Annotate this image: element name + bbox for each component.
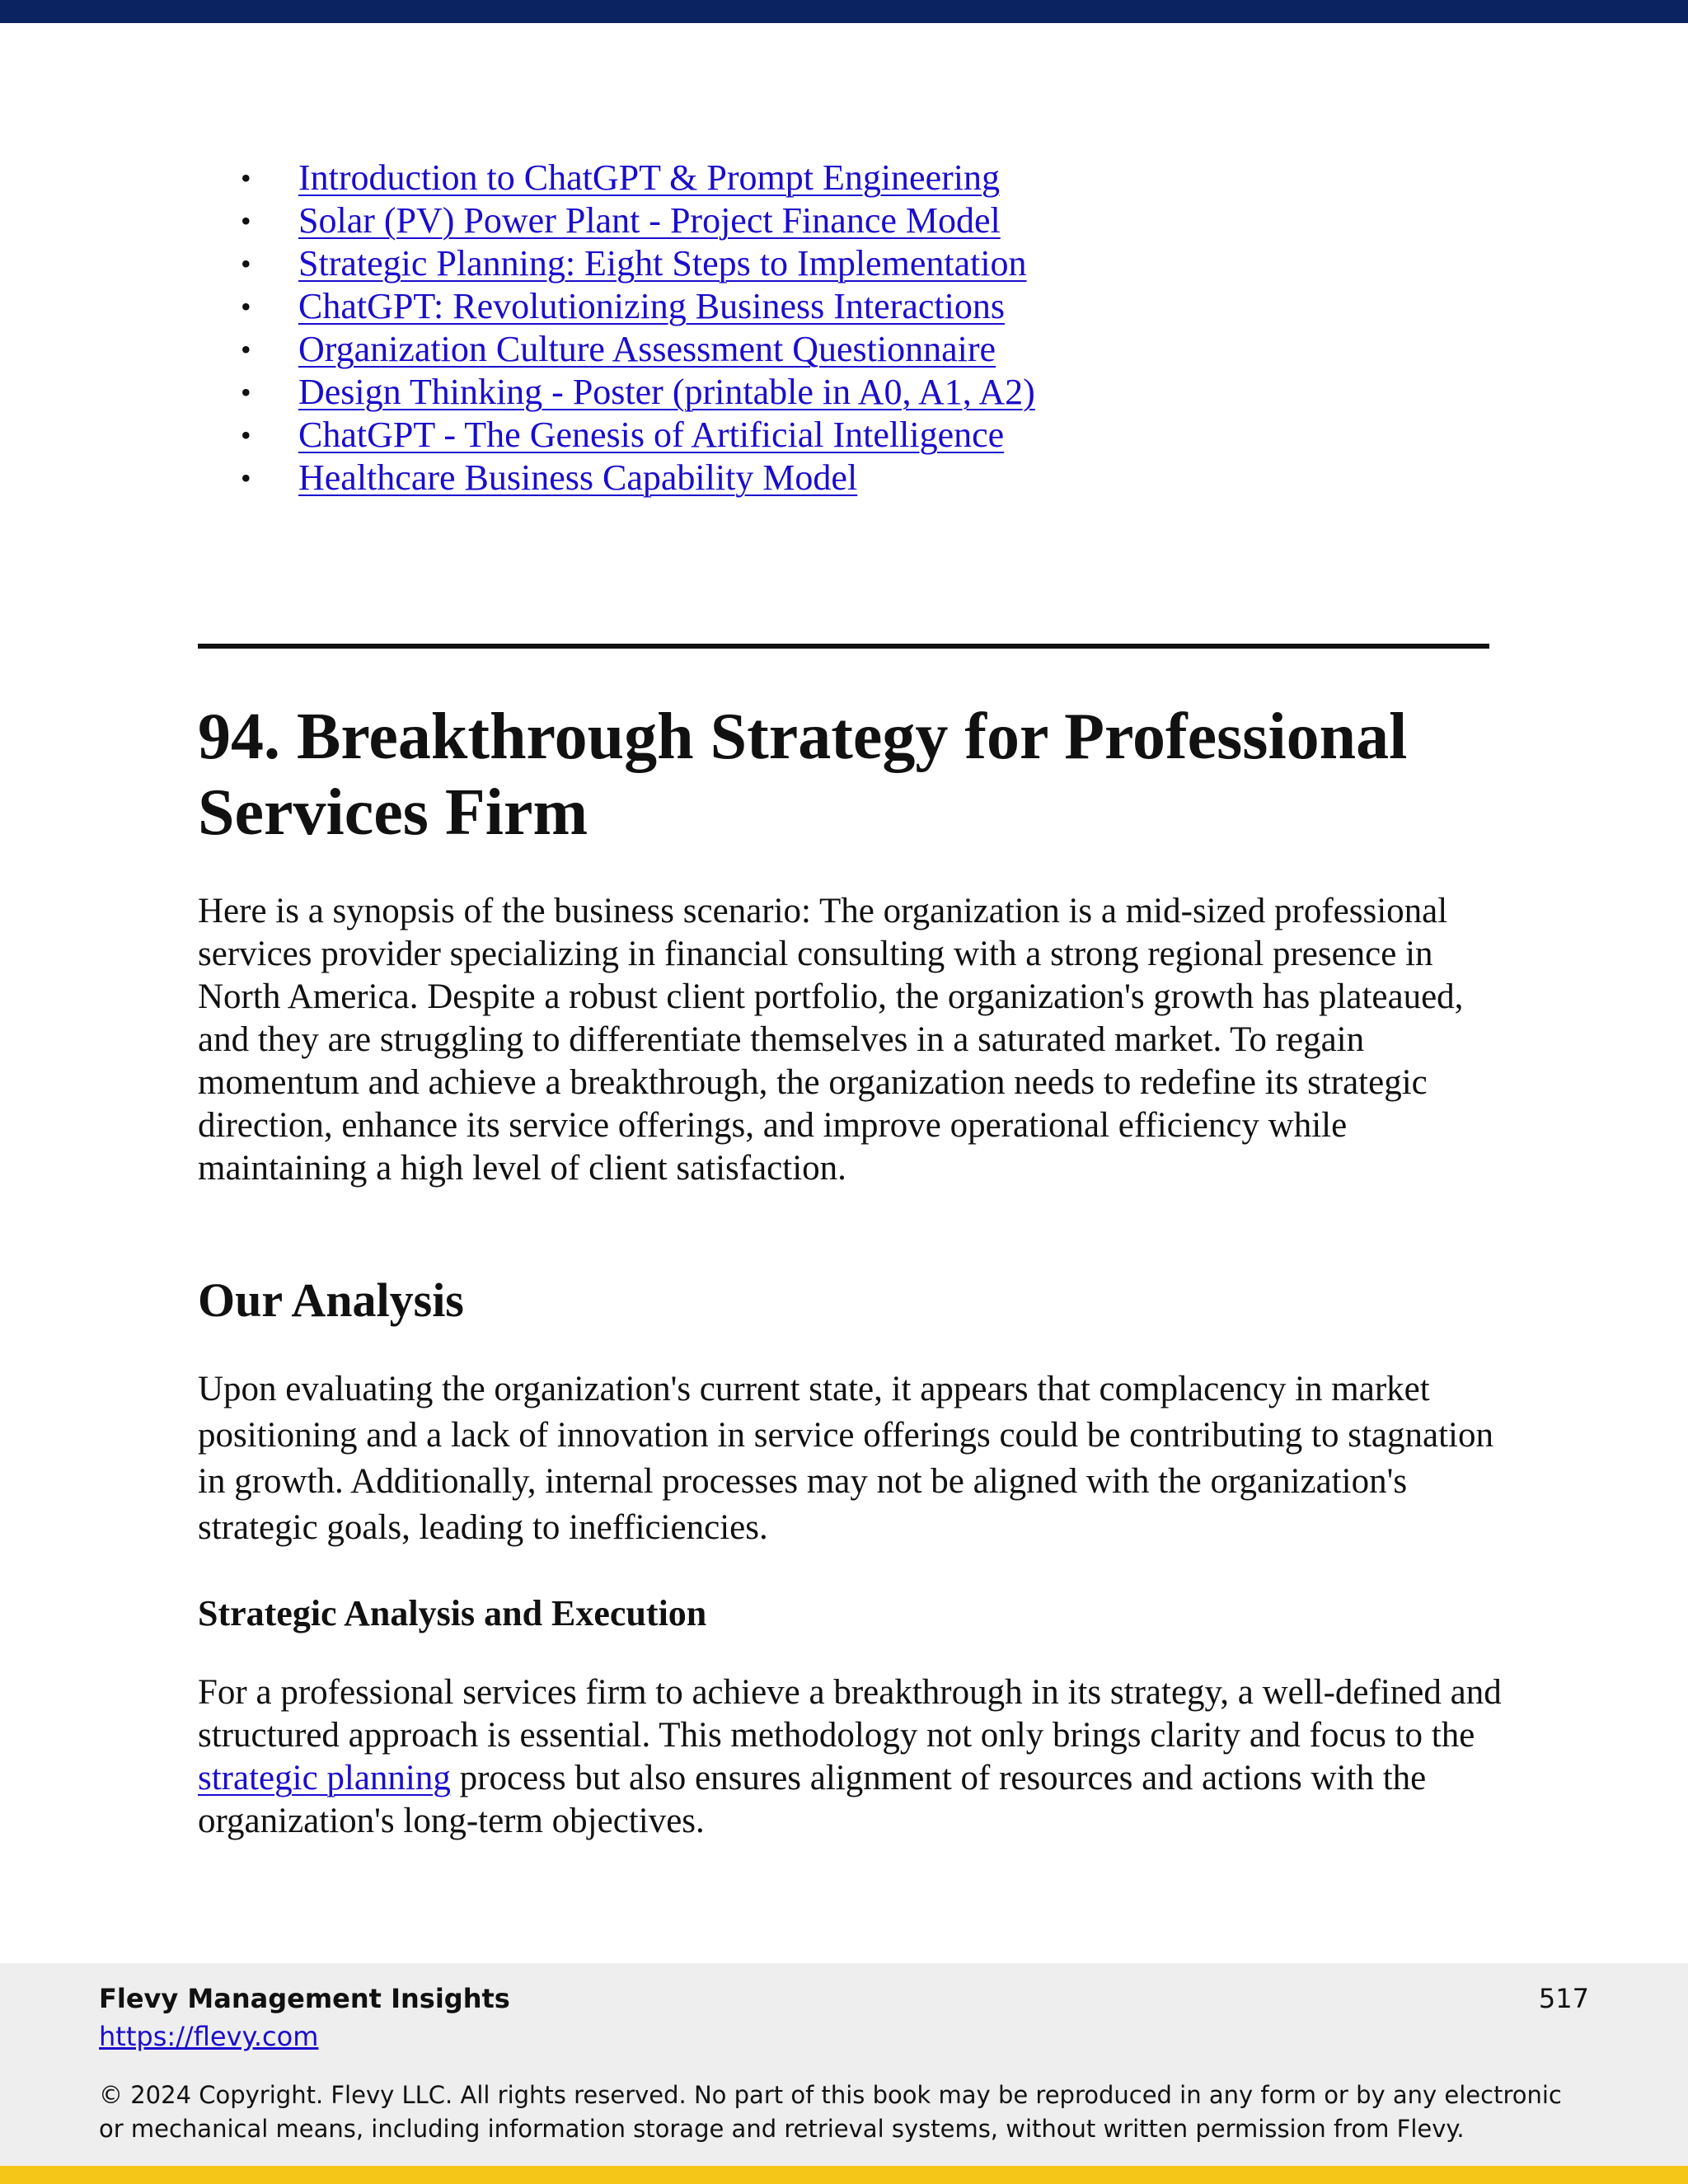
list-item (241, 157, 1617, 199)
article-title: 94. Breakthrough Strategy for Professional Services Firm (198, 701, 1408, 849)
top-brand-bar (0, 0, 1688, 23)
bullet-icon: • (241, 419, 251, 452)
list-item (241, 199, 1617, 242)
bullet-icon: • (241, 290, 251, 323)
related-link[interactable]: Organization Culture Assessment Questionnaire (298, 329, 996, 369)
section-divider (198, 644, 1489, 649)
execution-subheading: Strategic Analysis and Execution (198, 1593, 707, 1633)
page-footer (0, 1963, 1688, 2166)
footer-url-link[interactable]: https://flevy.com (99, 2021, 319, 2052)
strategic-planning-link[interactable]: strategic planning (198, 1759, 451, 1797)
synopsis-paragraph: Here is a synopsis of the business scenario: The organization is a mid-sized professional services provider specializing in financial consulting with a strong regional presence in North America. Despite a robust client portfolio, the organization's growth has plateaued, and they are struggling to differentiate themselves in a saturated market. To regain momentum and achieve a breakthrough, the organization needs to redefine its strategic direction, enhance its service offerings, and improve operational efficiency while maintaining a high level of client satisfaction. (198, 892, 1464, 1188)
list-item (241, 328, 1617, 371)
list-item (241, 242, 1617, 285)
list-item (241, 285, 1617, 328)
bullet-icon: • (241, 462, 251, 494)
related-links-list (198, 157, 1617, 499)
related-link[interactable]: Introduction to ChatGPT & Prompt Engineering (298, 157, 1000, 198)
related-link[interactable]: Solar (PV) Power Plant - Project Finance Model (298, 200, 1001, 241)
execution-paragraph (198, 1671, 1517, 1843)
related-link[interactable]: Strategic Planning: Eight Steps to Implementation (298, 243, 1027, 284)
related-link[interactable]: ChatGPT - The Genesis of Artificial Intelligence (298, 415, 1005, 455)
page-number: 517 (1538, 1983, 1589, 2014)
copyright-notice: © 2024 Copyright. Flevy LLC. All rights reserved. No part of this book may be reproduced in any form or by any electronic or mechanical means, including information storage and retrieval systems, without written permission from Flevy. (99, 2081, 1562, 2143)
bullet-icon: • (241, 333, 251, 366)
bullet-icon: • (241, 376, 251, 409)
bottom-brand-bar (0, 2166, 1688, 2184)
analysis-heading: Our Analysis (198, 1273, 464, 1327)
execution-text-before: For a professional services firm to achieve a breakthrough in its strategy, a well-defined and structured approach is essential. This methodology not only brings clarity and focus to the (198, 1673, 1502, 1755)
bullet-icon: • (241, 162, 251, 194)
list-item (241, 457, 1617, 499)
execution-text-after: process but also ensures alignment of resources and actions with the organization's long-term objectives. (198, 1759, 1427, 1840)
related-link[interactable]: Design Thinking - Poster (printable in A0, A1, A2) (298, 372, 1035, 412)
list-item (241, 414, 1617, 457)
analysis-paragraph: Upon evaluating the organization's current state, it appears that complacency in market positioning and a lack of innovation in service offerings could be contributing to stagnation in growth. Additionally, internal processes may not be aligned with the organization's strategic goals, leading to inefficiencies. (198, 1370, 1493, 1547)
list-item (241, 371, 1617, 414)
related-link[interactable]: ChatGPT: Revolutionizing Business Interactions (298, 286, 1005, 326)
footer-title: Flevy Management Insights (99, 1983, 510, 2014)
related-link[interactable]: Healthcare Business Capability Model (298, 457, 858, 498)
bullet-icon: • (241, 204, 251, 237)
bullet-icon: • (241, 247, 251, 280)
